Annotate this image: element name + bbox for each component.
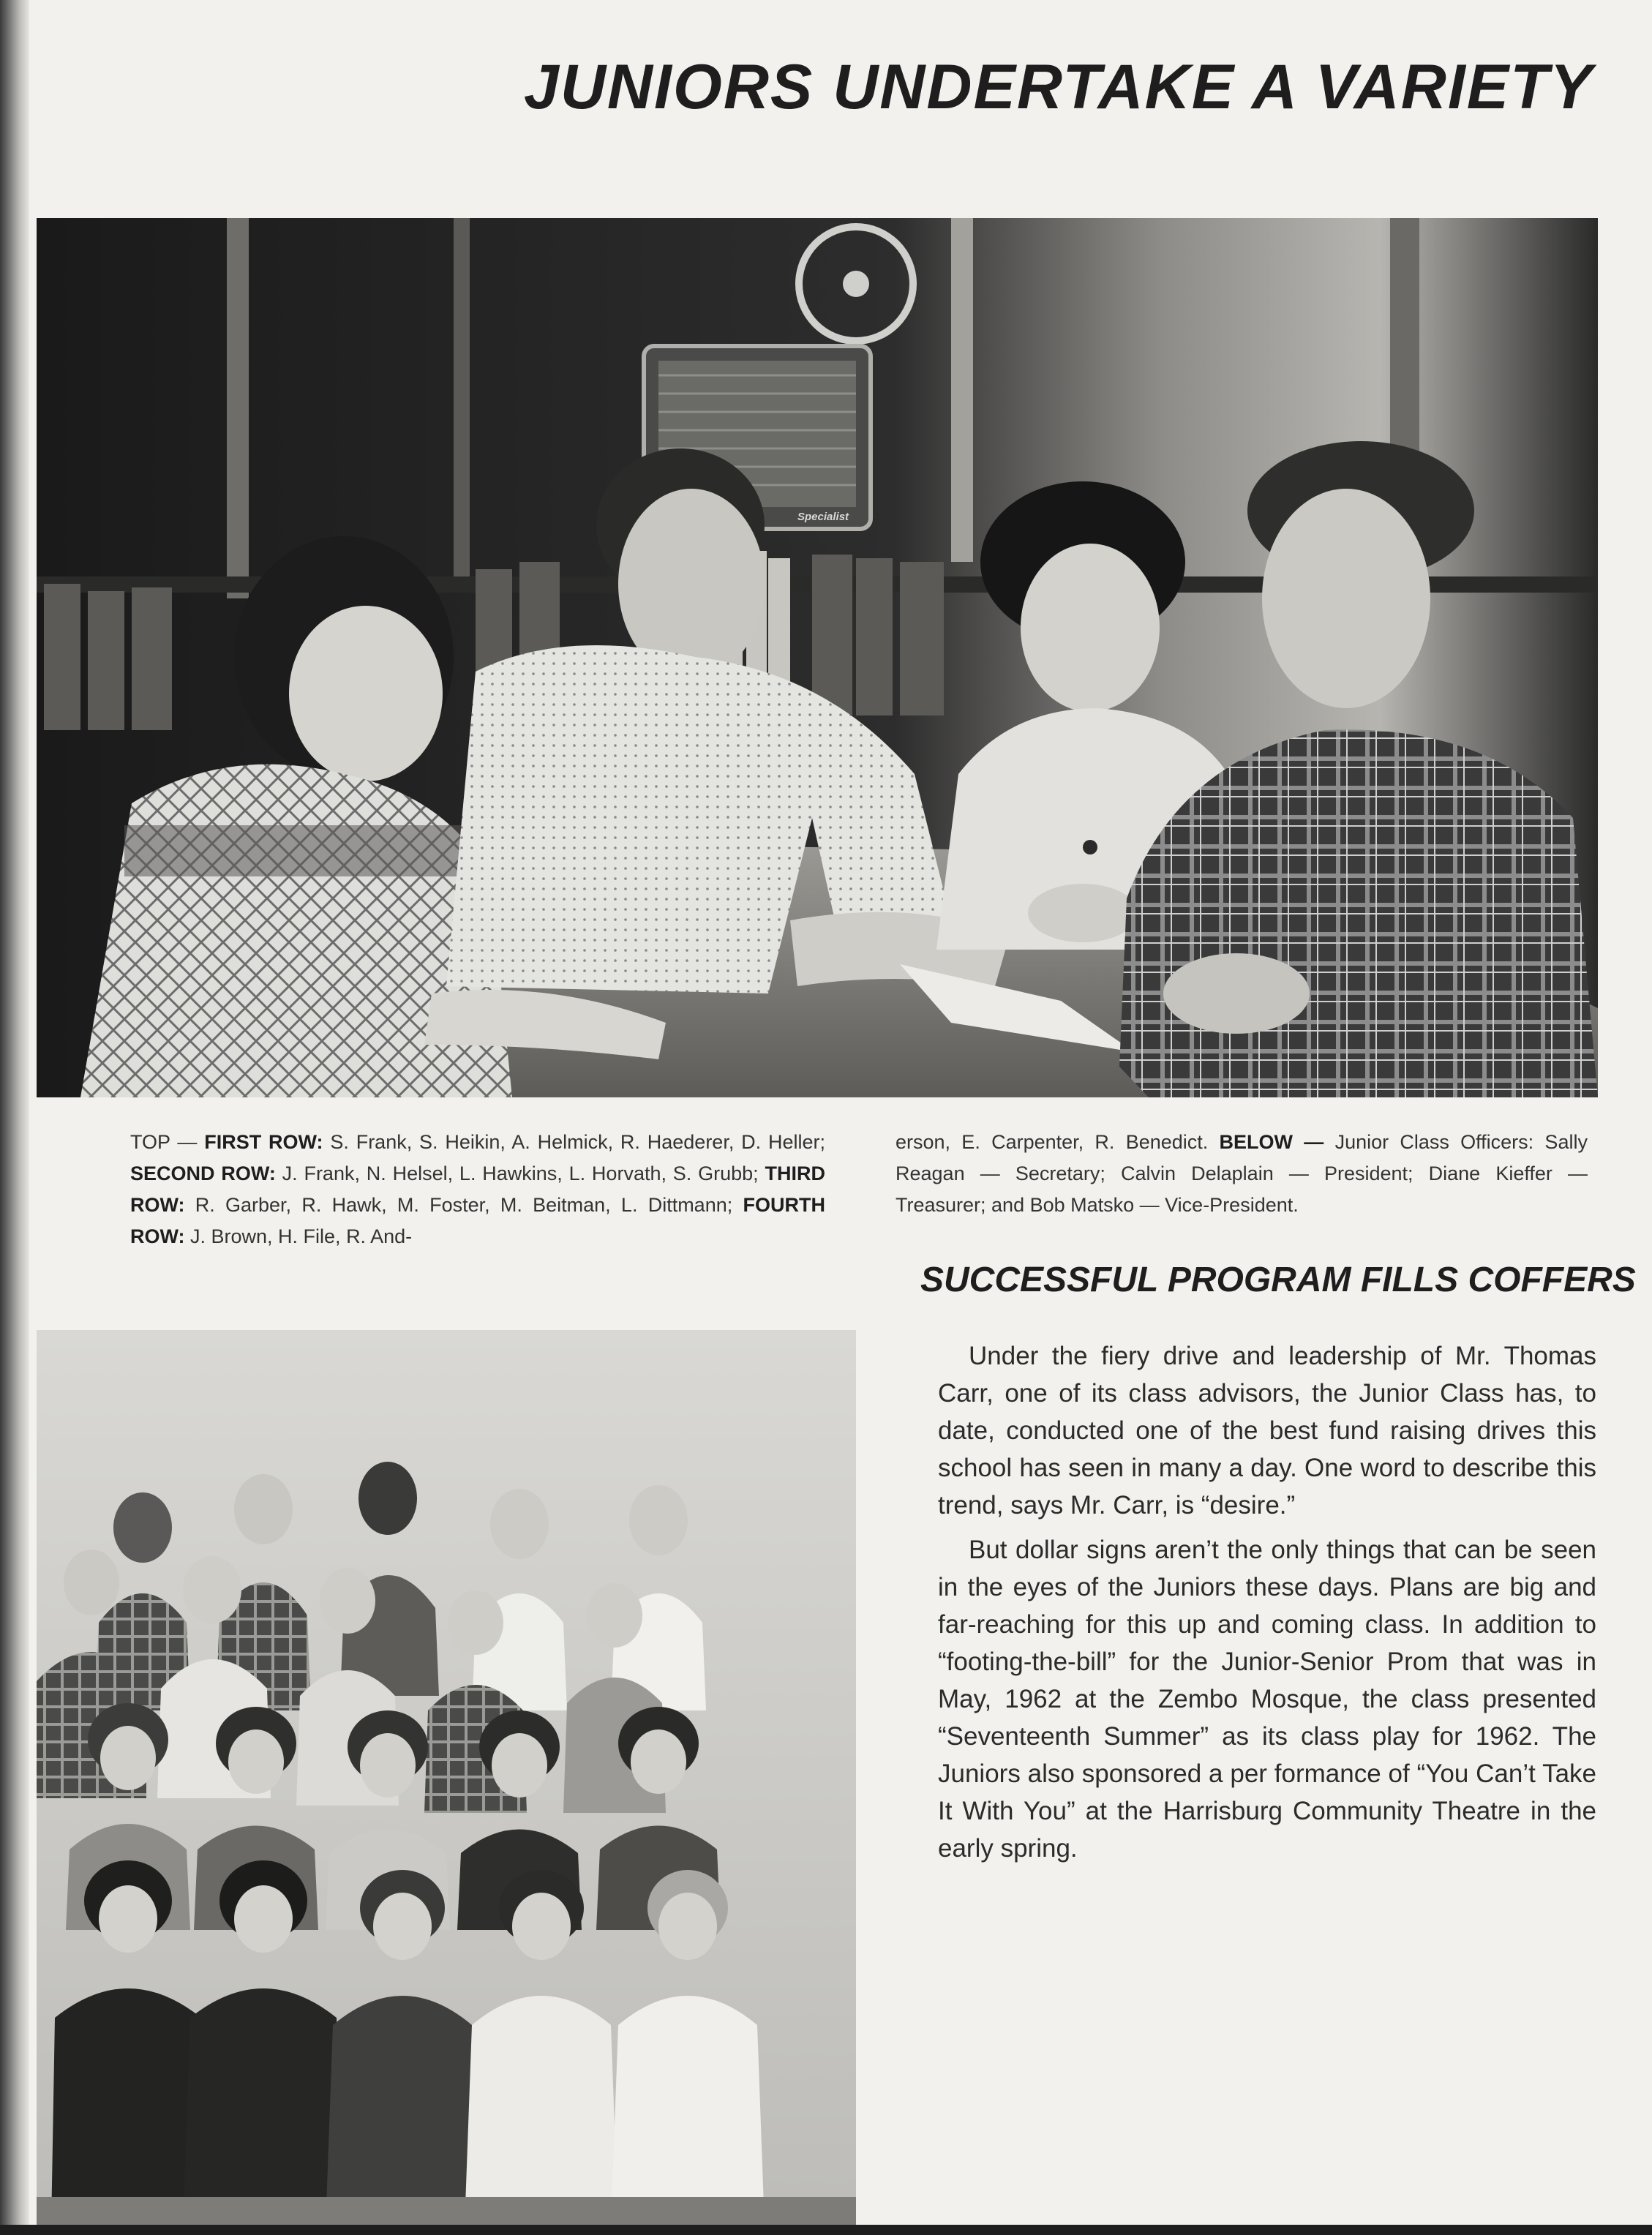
article-paragraph-1: Under the fiery drive and leadership of Mr. Thomas Carr, one of its class advisors, the Junior Class has, to date, conducted one of the best fund raising drives this school has seen in many a day. One word to describe this trend, says Mr. Carr, is “desire.” bbox=[938, 1342, 1596, 1520]
caption-third-row-names: R. Garber, R. Hawk, M. Foster, M. Beitman, L. Dittmann; bbox=[195, 1194, 733, 1216]
photo-caption-right bbox=[896, 1127, 1588, 1221]
article-subheading: SUCCESSFUL PROGRAM FILLS COFFERS bbox=[920, 1261, 1636, 1299]
photo-caption-left bbox=[130, 1127, 825, 1252]
caption-below-label: BELOW — bbox=[1219, 1131, 1324, 1153]
page-bottom-edge bbox=[0, 2225, 1652, 2235]
caption-second-row-names: J. Frank, N. Helsel, L. Hawkins, L. Horvath, S. Grubb; bbox=[282, 1162, 759, 1184]
caption-fourth-row-names-start: J. Brown, H. File, R. And- bbox=[190, 1225, 413, 1247]
class-officers-photo bbox=[37, 218, 1598, 1097]
caption-top-label: TOP — bbox=[130, 1131, 198, 1153]
article-paragraph-2: But dollar signs aren’t the only things that can be seen in the eyes of the Juniors these days. Plans are big and far-reaching for this up and coming class. In addition to “footing-the-bill” for the Junior-Senior Prom that was in May, 1962 at the Zembo Mosque, the class presented “Seventeenth Summer” as its class play for 1962. The Juniors also sponsored a per formance of “You Can’t Take It With You” at the Harrisburg Community Theatre in the early spring. bbox=[938, 1536, 1596, 1863]
caption-first-row-label: FIRST ROW: bbox=[204, 1131, 323, 1153]
projector-logo: Specialist bbox=[797, 511, 849, 523]
page-headline: JUNIORS UNDERTAKE A VARIETY bbox=[524, 52, 1593, 122]
caption-third-row-label: THIRD ROW: bbox=[130, 1162, 825, 1216]
caption-second-row-label: SECOND ROW: bbox=[130, 1162, 276, 1184]
junior-class-group-photo-image bbox=[37, 1330, 856, 2226]
article-body bbox=[938, 1337, 1596, 1867]
class-officers-photo-image bbox=[37, 218, 1598, 1097]
caption-fourth-row-label: FOURTH ROW: bbox=[130, 1194, 825, 1247]
caption-first-row-names: S. Frank, S. Heikin, A. Helmick, R. Haederer, D. Heller; bbox=[330, 1131, 826, 1153]
caption-below-text: Junior Class Officers: Sally Reagan — Secretary; Calvin Delaplain — President; Diane Kieffer — Treasurer; and Bob Matsko — Vice-President. bbox=[896, 1131, 1588, 1216]
caption-fourth-row-names-end: erson, E. Carpenter, R. Benedict. bbox=[896, 1131, 1209, 1153]
junior-class-group-photo bbox=[37, 1330, 856, 2226]
page-binding-edge bbox=[0, 0, 29, 2235]
